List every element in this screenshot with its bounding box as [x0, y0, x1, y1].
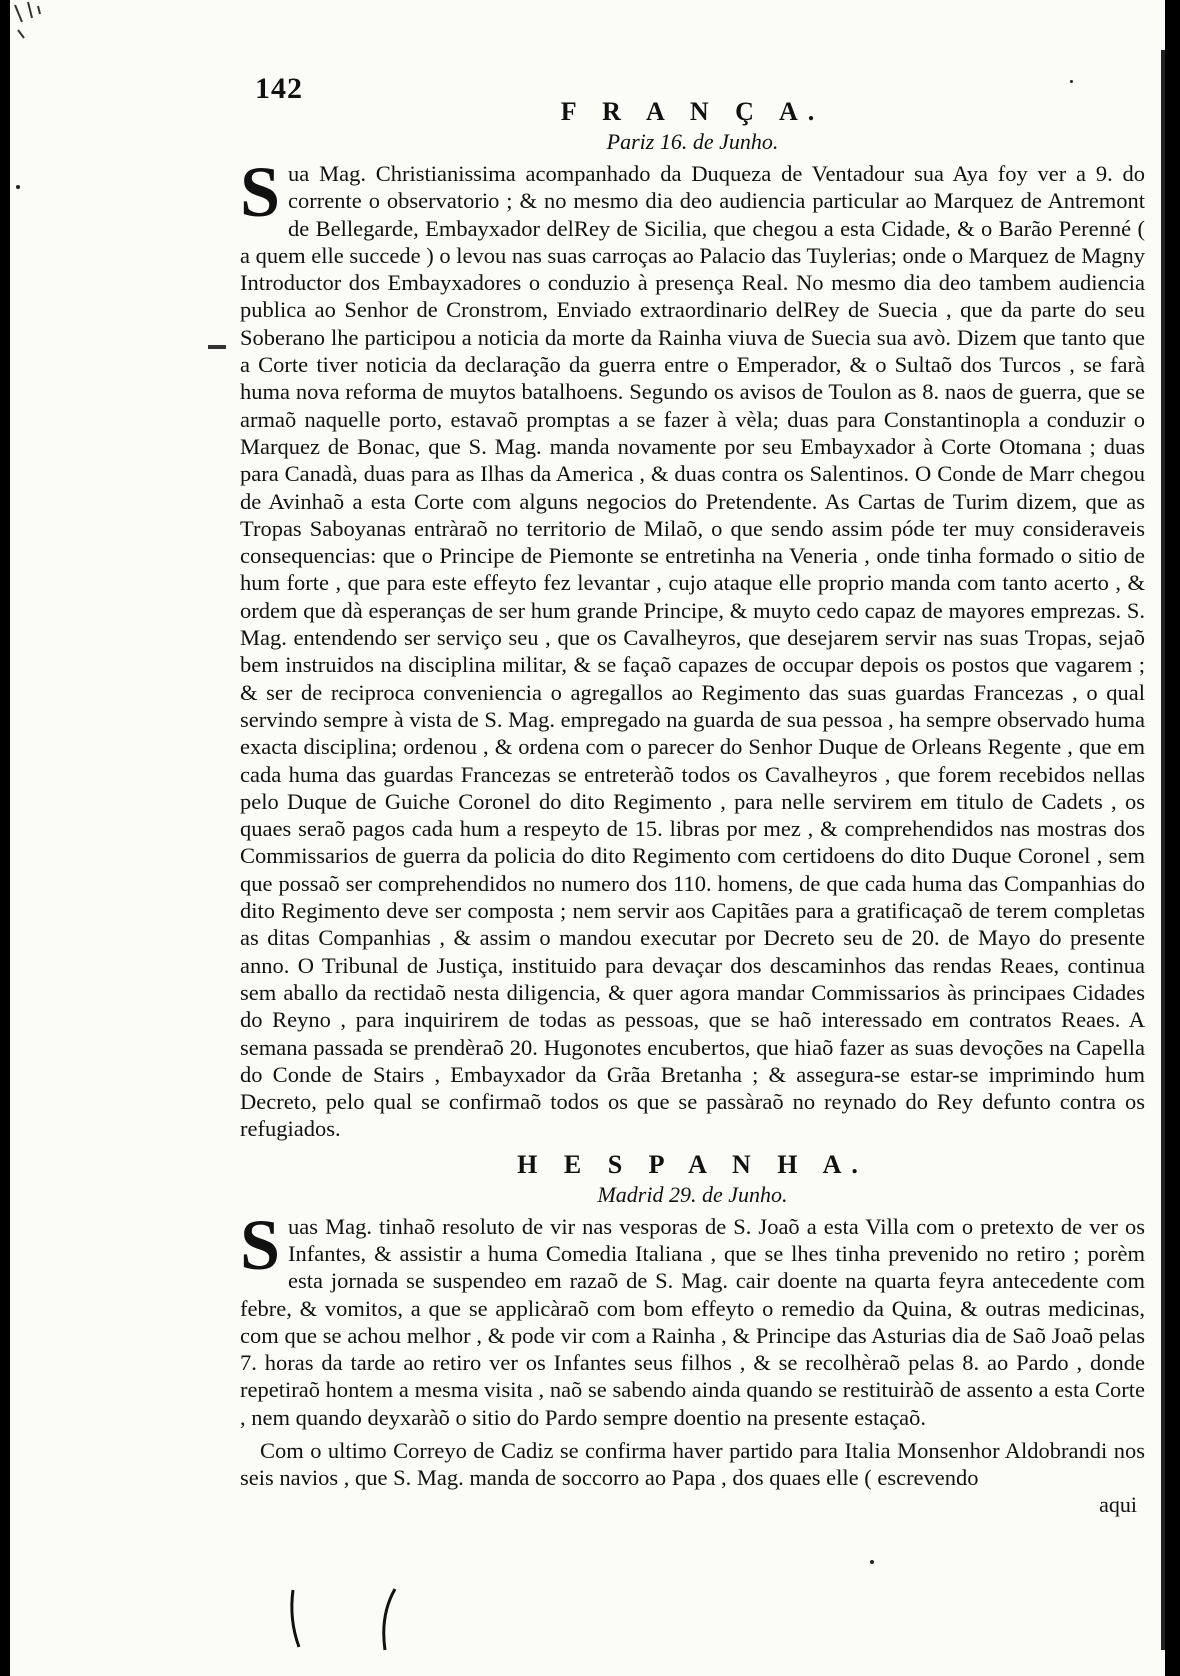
- page-number: 142: [255, 72, 303, 105]
- page-edge-shadow: [1161, 50, 1165, 1650]
- bottom-ink-strokes: [285, 1585, 445, 1655]
- paragraph-hespanha-2: Com o ultimo Correyo de Cadiz se confirma haver partido para Italia Monsenhor Aldobrandi nos seis navios , que S. Mag. manda de soccorro ao Papa , dos quaes elle ( escrevendo: [240, 1438, 1145, 1491]
- margin-mark: [208, 345, 226, 349]
- document-page: [10, 0, 1165, 1676]
- corner-ink-marks: [10, 0, 60, 60]
- dateline-paris: Pariz 16. de Junho.: [606, 129, 779, 154]
- ink-speck: [1070, 80, 1073, 83]
- ink-speck: [870, 1560, 874, 1564]
- section-title-franca: F R A N Ç A.: [560, 97, 825, 126]
- dateline-madrid: Madrid 29. de Junho.: [597, 1181, 788, 1207]
- catchword: aqui: [1099, 1491, 1137, 1517]
- ink-speck: [16, 185, 20, 189]
- paragraph-hespanha-1: Suas Mag. tinhaõ resoluto de vir nas vesporas de S. Joaõ a esta Villa com o pretexto de ver os Infantes, & assistir a huma Comedia Italiana , que se lhes tinha prevenido no retiro ; porèm esta jornada se suspendeo em razaõ de S. Mag. cair doente na quarta feyra antecedente com febre, & vomitos, a que se applicàraõ com bom effeyto o remedio da Quina, & outras medicinas, com que se achou melhor , & pode vir com a Rainha , & Principe das Asturias dia de Saõ Joaõ pelas 7. horas da tarde ao retiro ver os Infantes seus filhos , & se recolhèraõ pelas 8. ao Pardo , donde repetiraõ hontem a mesma visita , naõ se sabendo ainda quando se restituiràõ de assento a esta Corte , nem quando deyxaràõ o sitio do Pardo sempre doentio na presente estaçaõ.: [240, 1204, 1145, 1430]
- article-body: [240, 96, 1145, 1518]
- paragraph-franca: Sua Mag. Christianissima acompanhado da Duqueza de Ventadour sua Aya foy ver a 9. do corrente o observatorio ; & no mesmo dia deo audiencia particular ao Marquez de Antremont de Bellegarde, Embayxador delRey de Sicilia, que chegou a esta Cidade, & o Barão Perenné ( a quem elle succede ) o levou nas suas carroças ao Palacio das Tuylerias; onde o Marquez de Magny Introductor dos Embayxadores o conduzio à presença Real. No mesmo dia deo tambem audiencia publica ao Senhor de Cronstrom, Enviado extraordinario delRey de Suecia , que da parte do seu Soberano lhe participou a noticia da morte da Rainha viuva de Suecia sua avò. Dizem que tanto que a Corte tiver noticia da declaração da guerra entre o Emperador, & o Sultaõ dos Turcos , se farà huma nova reforma de muytos batalhoens. Segundo os avisos de Toulon as 8. naos de guerra, que se armaõ naquelle porto, estavaõ promptas a se fazer à vèla; duas para Constantinopla a conduzir o Marquez de Bonac, que S. Mag. manda novamente por seu Embayxador à Corte Otomana ; duas para Canadà, duas para as Ilhas da America , & duas contra os Salentinos. O Conde de Marr chegou de Avinhaõ a esta Corte com alguns negocios do Pretendente. As Cartas de Turim dizem, que as Tropas Saboyanas entràraõ no territorio de Milaõ, o que sendo assim póde ter muy consideraveis consequencias: que o Principe de Piemonte se entretinha na Veneria , onde tinha formado o sitio de hum forte , que para este effeyto fez levantar , cujo ataque elle proprio manda com tanto acerto , & ordem que dà esperanças de ser hum grande Principe, & muyto cedo capaz de mayores emprezas. S. Mag. entendendo ser serviço seu , que os Cavalheyros, que desejarem servir nas suas Tropas, sejaõ bem instruidos na disciplina militar, & se façaõ capazes de occupar depois os postos que vagarem ; & ser de reciproca conveniencia o agregallos ao Regimento das suas guardas Francezas , o qual servindo sempre à vista de S. Mag. empregado na guarda de sua pessoa , ha sempre observado huma exacta disciplina; ordenou , & ordena com o parecer do Senhor Duque de Orleans Regente , que em cada huma das guardas Francezas se entreteràõ todos os Cavalheyros , que forem recebidos nellas pelo Duque de Guiche Coronel do dito Regimento , para nelle servirem em titulo de Cadets , os quaes seraõ pagos cada hum a respeyto de 15. libras por mez , & comprehendidos nas mostras dos Commissarios de guerra da policia do dito Regimento com certidoens do dito Duque Coronel , sem que possaõ ser comprehendidos no numero dos 110. homens, de que cada huma das Companhias do dito Regimento deve ser composta ; nem servir aos Capitães para a gratificaçaõ de terem completas as ditas Companhias , & assim o mandou executar por Decreto seu de 20. de Mayo do presente anno. O Tribunal de Justiça, instituido para devaçar dos descaminhos das rendas Reaes, continua sem aballo da rectidaõ nesta diligencia, & quer agora mandar Commissarios às principaes Cidades do Reyno , para inquirirem de todas as pessoas, que se haõ interessado em contratos Reaes. A semana passada se prendèraõ 20. Hugonotes encubertos, que hiaõ fazer as suas devoções na Capella do Conde de Stairs , Embayxador da Grãa Bretanha ; & assegura-se estar-se imprimindo hum Decreto, pelo qual se confirmaõ todos os que se passàraõ no reynado do Rey defunto contra os refugiados.: [240, 152, 1145, 1142]
- section-title-hespanha: H E S P A N H A.: [517, 1149, 868, 1179]
